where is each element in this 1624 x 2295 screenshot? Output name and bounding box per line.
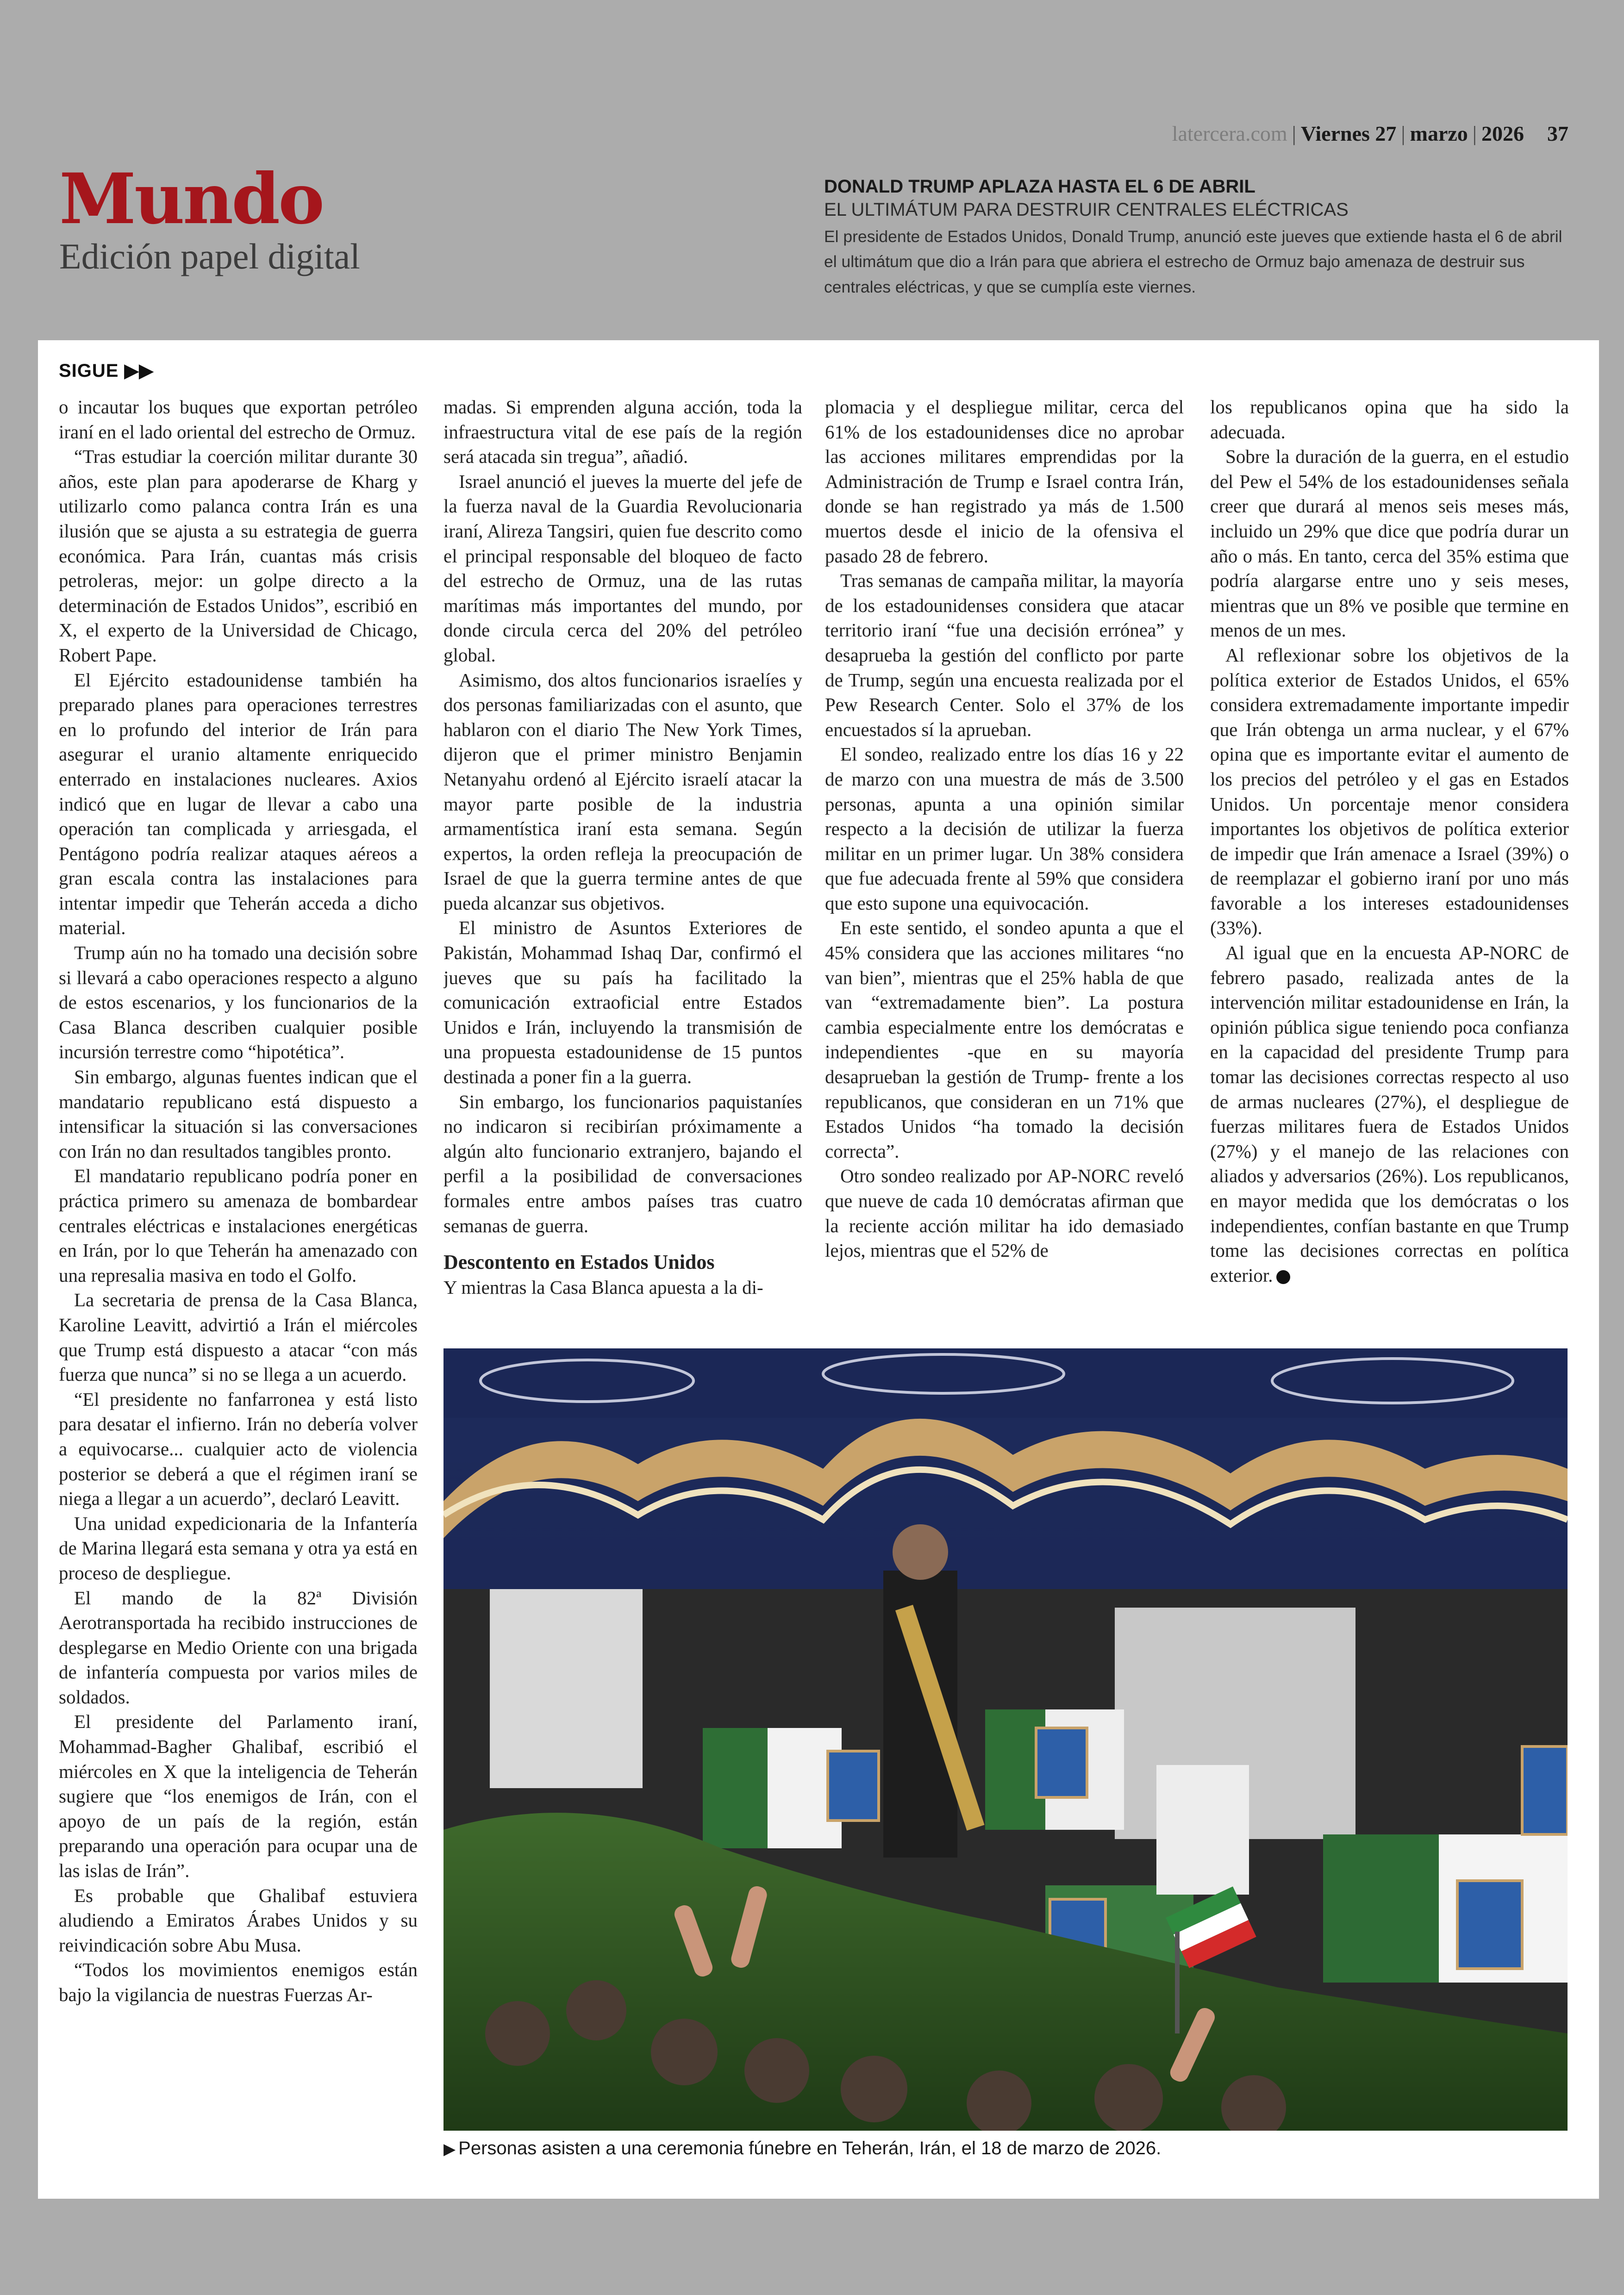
paragraph: Israel anunció el jueves la muerte del jefe de la fuerza naval de la Guardia Revolucionaria iraní, Alireza Tangsiri, quien fue descrito como el principal responsable del bloqueo de facto del estrecho de Ormuz, una de las rutas marítimas más importantes del mundo, por donde circula cerca del 20% del petróleo global. [443,470,802,666]
column-1 [59,395,418,2186]
paragraph: Es probable que Ghalibaf estuviera aludiendo a Emiratos Árabes Unidos y su reivindicación sobre Abu Musa. [59,1884,418,1956]
teaser-kicker: DONALD TRUMP APLAZA HASTA EL 6 DE ABRIL [824,176,1255,197]
caption-arrow-icon: ▶ [443,2140,456,2158]
paragraph: En este sentido, el sondeo apunta a que el 45% considera que las acciones militares “no van bien”, mientras que el 25% habla de que van “extremadamente bien”. La postura cambia especialmente entre los demócratas e independientes -que en su mayoría desaprueban la gestión de Trump- frente a los republicanos, que consideran en un 71% que Estados Unidos “ha tomado la decisión correcta”. [825,917,1184,1162]
funeral-ceremony-illustration [443,1348,1568,2131]
paragraph: El ministro de Asuntos Exteriores de Pakistán, Mohammad Ishaq Dar, confirmó el jueves que su país ha facilitado la comunicación extraoficial entre Estados Unidos e Irán, incluyendo la transmisión de una propuesta estadounidense de 15 puntos destinada a poner fin a la guerra. [443,917,802,1088]
caption-text: Personas asisten a una ceremonia fúnebre en Teherán, Irán, el 18 de marzo de 2026. [458,2138,1162,2158]
paragraph: El sondeo, realizado entre los días 16 y 22 de marzo con una muestra de más de 3.500 personas, apunta a una opinión similar respecto a la decisión de utilizar la fuerza militar en un primer lugar. Un 38% considera que fue adecuada frente al 59% que considera que esto supone una equivocación. [825,743,1184,914]
paragraph: “Tras estudiar la coerción militar durante 30 años, este plan para apoderarse de Kharg y utilizarlo como palanca contra Irán es una ilusión que se ajusta a su estrategia de guerra económica. Para Irán, cuantas más crisis petroleras, mejor: un golpe directo a la determinación de Estados Unidos”, escribió en X, el experto de la Universidad de Chicago, Robert Pape. [59,446,418,666]
article-page [38,340,1599,2199]
paragraph: Sobre la duración de la guerra, en el estudio del Pew el 54% de los estadounidenses señala creer que durará al menos seis meses más, incluido un 29% que dice que podría durar un año o más. En tanto, cerca del 35% estima que podría alargarse entre uno y seis meses, mientras que un 8% ve posible que termine en menos de un mes. [1210,446,1569,641]
teaser-lede: El presidente de Estados Unidos, Donald Trump, anunció este jueves que extiende hasta el 6 de abril el ultimátum que dio a Irán para que abriera el estrecho de Ormuz bajo amenaza de destruir sus centrales eléctricas, y que se cumplía este viernes. [824,227,1562,296]
paragraph: “El presidente no fanfarronea y está listo para desatar el infierno. Irán no debería volver a equivocarse... cualquier acto de violencia posterior se deberá a que el régimen iraní se niega a llegar a un acuerdo”, declaró Leavitt. [59,1388,418,1509]
paragraph [1210,941,1569,1288]
continued-label: SIGUE ▶▶ [59,361,154,381]
paragraph: Asimismo, dos altos funcionarios israelíes y dos personas familiarizadas con el asunto, que hablaron con el diario The New York Times, dijeron que el primer ministro Benjamin Netanyahu ordenó al Ejército israelí atacar la mayor parte posible de la industria armamentística iraní esta semana. Según expertos, la orden refleja la preocupación de Israel de que la guerra termine antes de que pueda alcanzar sus objetivos. [443,669,802,914]
paragraph: madas. Si emprenden alguna acción, toda la infraestructura vital de ese país de la región será atacada sin tregua”, añadió. [443,396,802,468]
paragraph: Trump aún no ha tomado una decisión sobre si llevará a cabo operaciones respecto a alguno de estos escenarios, y los funcionarios de la Casa Blanca describen cualquier posible incursión terrestre como “hipotética”. [59,942,418,1063]
paragraph: El Ejército estadounidense también ha preparado planes para operaciones terrestres en lo profundo del interior de Irán para asegurar el uranio altamente enriquecido enterrado en instalaciones nucleares. Axios indicó que en lugar de llevar a cabo una operación tan complicada y arriesgada, el Pentágono podría realizar ataques aéreos a gran escala contra las instalaciones para intentar impedir que Teherán acceda a dicho material. [59,669,418,939]
paragraph: Al reflexionar sobre los objetivos de la política exterior de Estados Unidos, el 65% considera extremadamente importante impedir que Irán obtenga un arma nuclear, y el 67% opina que es importante evitar el aumento de los precios del petróleo y el gas en Estados Unidos. Un porcentaje menor considera importantes los objetivos de política exterior de impedir que Irán amenace a Israel (39%) o de reemplazar el gobierno iraní por uno más favorable a los intereses estadounidenses (33%). [1210,644,1569,939]
paragraph: Y mientras la Casa Blanca apuesta a la di- [443,1277,763,1298]
paragraph: Otro sondeo realizado por AP-NORC reveló que nueve de cada 10 demócratas afirman que la reciente acción militar ha ido demasiado lejos, mientras que el 52% de [825,1165,1184,1261]
section-title: Mundo [59,158,323,240]
paragraph: El presidente del Parlamento iraní, Mohammad-Bagher Ghalibaf, escribió el miércoles en X que la inteligencia de Teherán sugiere que “los enemigos de Irán, con el apoyo de un país de la región, están preparando una operación para ocupar una de las islas de Irán”. [59,1711,418,1882]
paragraph: Sin embargo, algunas fuentes indican que el mandatario republicano está dispuesto a intensificar la situación si las conversaciones con Irán no dan resultados tangibles pronto. [59,1066,418,1162]
news-photo [443,1348,1568,2131]
paragraph: El mando de la 82ª División Aerotransportada ha recibido instrucciones de desplegarse en Medio Oriente con una brigada de infantería compuesta por varios miles de soldados. [59,1587,418,1708]
subheading: Descontento en Estados Unidos [443,1251,715,1274]
paragraph: plomacia y el despliegue militar, cerca del 61% de los estadounidenses dice no aprobar las acciones militares emprendidas por la Administración de Trump e Israel contra Irán, donde se han registrado ya más de 1.500 muertos desde el inicio de la ofensiva el pasado 28 de febrero. [825,396,1184,567]
paragraph: o incautar los buques que exportan petróleo iraní en el lado oriental del estrecho de Ormuz. [59,396,418,443]
paragraph: Tras semanas de campaña militar, la mayoría de los estadounidenses considera que atacar territorio iraní “fue una decisión errónea” y desaprueba la gestión del conflicto por parte de Trump, según una encuesta realizada por el Pew Research Center. Solo el 37% de los encuestados sí la aprueban. [825,570,1184,740]
page-header [0,0,1624,340]
date-year: 2026 [1481,122,1524,145]
date-day: Viernes 27 [1300,122,1397,145]
photo-caption [443,2138,1568,2159]
folio: latercera.com | Viernes 27 | marzo | 2026 37 [1172,122,1568,145]
page-number: 37 [1547,122,1568,145]
edition-label: Edición papel digital [59,236,360,276]
paragraph: El mandatario republicano podría poner en práctica primero su amenaza de bombardear centrales eléctricas e instalaciones energéticas en Irán, por lo que Teherán ha amenazado con una represalia masiva en todo el Golfo. [59,1165,418,1286]
paragraph: La secretaria de prensa de la Casa Blanca, Karoline Leavitt, advirtió a Irán el miércoles que Trump está dispuesto a atacar “con más fuerza que nunca” si no se llega a un acuerdo. [59,1289,418,1385]
paragraph: “Todos los movimientos enemigos están bajo la vigilancia de nuestras Fuerzas Ar- [59,1959,418,2005]
paragraph: Una unidad expedicionaria de la Infantería de Marina llegará esta semana y otra ya está en proceso de despliegue. [59,1512,418,1584]
teaser-subkicker: EL ULTIMÁTUM PARA DESTRUIR CENTRALES ELÉCTRICAS [824,200,1349,220]
site-name: latercera.com [1172,122,1287,145]
paragraph-text: Al igual que en la encuesta AP-NORC de febrero pasado, realizada antes de la intervención militar estadounidense en Irán, la opinión pública sigue teniendo poca confianza en la capacidad del presidente Trump para tomar las decisiones correctas respecto al uso de armas nucleares (27%), el despliegue de fuerzas militares fuera de Estados Unidos (27%) y el manejo de las relaciones con aliados y adversarios (26%). Los republicanos, en mayor medida que los demócratas o los independientes, confían bastante en que Trump tome las decisiones correctas en política exterior. [1210,942,1569,1286]
end-mark-icon [1276,1270,1290,1284]
paragraph: los republicanos opina que ha sido la adecuada. [1210,396,1569,443]
date-month: marzo [1410,122,1468,145]
paragraph: Sin embargo, los funcionarios paquistaníes no indicaron si recibirían próximamente a algún alto funcionario extranjero, bajando el perfil a la posibilidad de conversaciones formales entre ambos países tras cuatro semanas de guerra. [443,1091,802,1236]
teaser [824,175,1569,299]
